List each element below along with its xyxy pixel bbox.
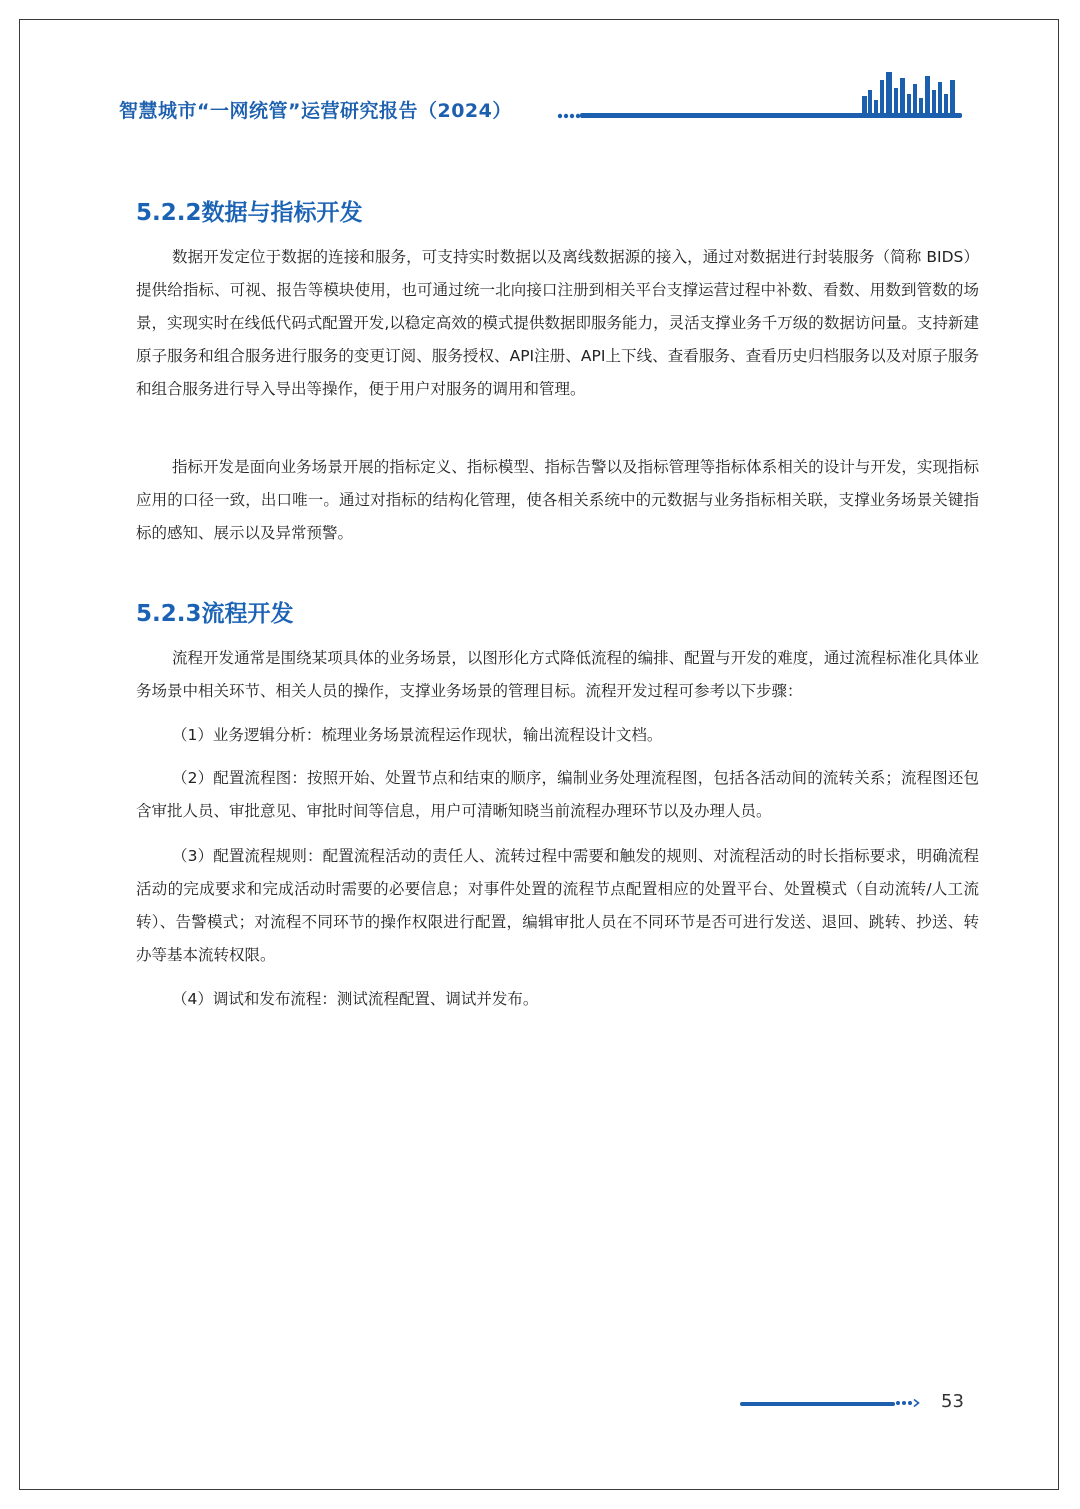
footer-rule xyxy=(740,1402,895,1406)
paragraph-indicator-development: 指标开发是面向业务场景开展的指标定义、指标模型、指标告警以及指标管理等指标体系相关的设计与开发，实现指标应用的口径一致，出口唯一。通过对指标的结构化管理，使各相关系统中的元数据与业务指标相关联，支撑业务场景关键指标的感知、展示以及异常预警。 xyxy=(136,458,979,542)
step-2: （2）配置流程图：按照开始、处置节点和结束的顺序，编制业务处理流程图，包括各活动间的流转关系；流程图还包含审批人员、审批意见、审批时间等信息，用户可清晰知晓当前流程办理环节以及办理人员。 xyxy=(136,769,979,820)
footer-dots-icon xyxy=(895,1398,921,1408)
report-title: 智慧城市“一网统管”运营研究报告（2024） xyxy=(119,100,512,122)
step-1: （1）业务逻辑分析：梳理业务场景流程运作现状，输出流程设计文档。 xyxy=(172,726,663,744)
page-number: 53 xyxy=(941,1391,964,1412)
section-heading-5-2-2: 5.2.2数据与指标开发 xyxy=(136,200,363,226)
section-heading-5-2-3: 5.2.3流程开发 xyxy=(136,601,294,627)
step-3: （3）配置流程规则：配置流程活动的责任人、流转过程中需要和触发的规则、对流程活动的时长指标要求，明确流程活动的完成要求和完成活动时需要的必要信息；对事件处置的流程节点配置相应的处置平台、处置模式（自动流转/人工流转）、告警模式；对流程不同环节的操作权限进行配置，编辑审批人员在不同环节是否可进行发送、退回、跳转、抄送、转办等基本流转权限。 xyxy=(136,847,979,964)
city-skyline-icon xyxy=(860,70,960,116)
paragraph-data-development: 数据开发定位于数据的连接和服务，可支持实时数据以及离线数据源的接入，通过对数据进行封装服务（简称 BIDS）提供给指标、可视、报告等模块使用，也可通过统一北向接口注册到相关平台支撑运营过程中补数、看数、用数到管数的场景，实现实时在线低代码式配置开发,以稳定高效的模式提供数据即服务能力，灵活支撑业务千万级的数据访问量。支持新建原子服务和组合服务进行服务的变更订阅、服务授权、API注册、API上下线、查看服务、查看历史归档服务以及对原子服务和组合服务进行导入导出等操作，便于用户对服务的调用和管理。 xyxy=(136,248,979,398)
page-border xyxy=(19,19,1059,1490)
step-4: （4）调试和发布流程：测试流程配置、调试并发布。 xyxy=(172,990,539,1008)
paragraph-process-development: 流程开发通常是围绕某项具体的业务场景，以图形化方式降低流程的编排、配置与开发的难度，通过流程标准化具体业务场景中相关环节、相关人员的操作，支撑业务场景的管理目标。流程开发过程可参考以下步骤： xyxy=(136,649,979,700)
